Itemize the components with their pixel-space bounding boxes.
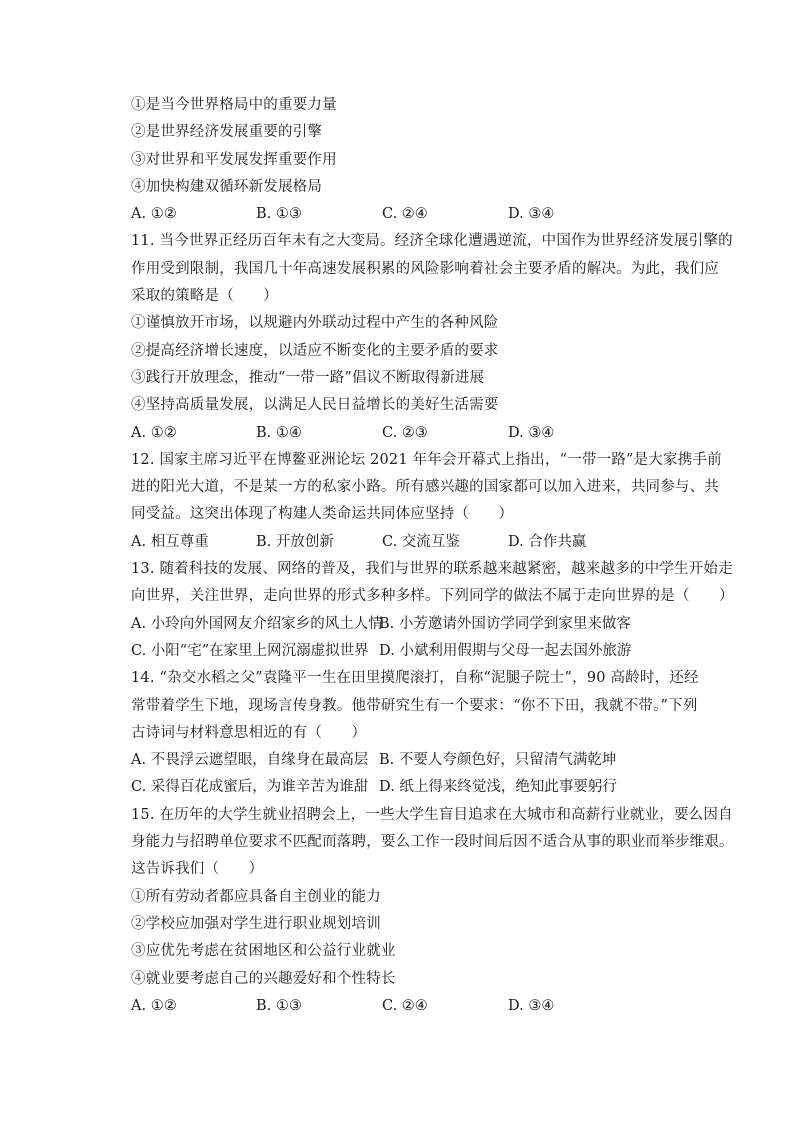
q14-stem-line-2: 常带着学生下地，现场言传身教。他带研究生有一个要求：“你不下田，我就不带。”下列 [131,697,698,714]
question-13 [131,556,734,665]
q15-option-d[interactable]: D. ③④ [508,997,555,1014]
page-content [131,92,734,1020]
q10-option-c[interactable]: C. ②④ [382,206,428,223]
q12-option-b[interactable]: B. 开放创新 [256,533,334,550]
q15-item-4: ④就业要考虑自己的兴趣爱好和个性特长 [131,970,396,987]
q15-item-2: ②学校应加强对学生进行职业规划培训 [131,915,381,932]
q10-item-1: ①是当今世界格局中的重要力量 [131,97,337,113]
q11-stem-line-3: 采取的策略是（ ） [131,288,278,305]
q14-option-d[interactable]: D. 纸上得来终觉浅，绝知此事要躬行 [379,779,617,796]
q13-option-a[interactable]: A. 小玲向外国网友介绍家乡的风土人情 [131,615,383,632]
q13-options-row-1 [131,611,701,638]
q15-item-1: ①所有劳动者都应具备自主创业的能力 [131,888,381,905]
q14-stem-line-1: 14. “杂交水稻之父”袁隆平一生在田里摸爬滚打，自称“泥腿子院士”，90 高龄时，还经 [131,670,699,687]
question-14 [131,665,701,801]
q11-stem-line-2: 作用受到限制，我国几十年高速发展积累的风险影响着社会主要矛盾的解决。为此，我们应 [131,260,719,277]
q14-options-row-1 [131,747,701,774]
question-11 [131,228,733,446]
q11-option-d[interactable]: D. ③④ [508,424,555,441]
q12-options [131,529,701,556]
question-10-tail [131,92,701,228]
q10-option-a[interactable]: A. ①② [131,206,177,223]
q15-stem-line-3: 这告诉我们（ ） [131,861,264,878]
q13-option-c[interactable]: C. 小阳“宅”在家里上网沉溺虚拟世界 [131,642,369,659]
question-12 [131,447,722,556]
q13-stem-line-1: 13. 随着科技的发展、网络的普及，我们与世界的联系越来越紧密，越来越多的中学生开始走 [131,561,733,578]
q14-options-row-2 [131,774,701,801]
q12-stem-line-1: 12. 国家主席习近平在博鳌亚洲论坛 2021 年年会开幕式上指出，“一带一路”是大家携手前 [131,451,722,468]
q11-item-2: ②提高经济增长速度，以适应不断变化的主要矛盾的要求 [131,342,499,359]
q10-options [131,201,701,228]
q13-options-row-2 [131,638,701,665]
q12-stem-line-3: 同受益。这突出体现了构建人类命运共同体应坚持（ ） [131,506,514,523]
q10-option-d[interactable]: D. ③④ [508,206,555,223]
q13-stem-line-2: 向世界，关注世界，走向世界的形式多种多样。下列同学的做法不属于走向世界的是（ ） [131,588,734,605]
q14-option-c[interactable]: C. 采得百花成蜜后，为谁辛苦为谁甜 [131,779,369,796]
q12-stem-line-2: 进的阳光大道，不是某一方的私家小路。所有感兴趣的国家都可以加入进来，共同参与、共 [131,479,719,496]
q14-stem-line-3: 古诗词与材料意思相近的有（ ） [131,724,367,741]
q10-option-b[interactable]: B. ①③ [256,206,302,223]
q10-item-3: ③对世界和平发展发挥重要作用 [131,151,337,168]
q12-option-c[interactable]: C. 交流互鉴 [382,533,460,550]
q15-option-a[interactable]: A. ①② [131,997,177,1014]
q15-stem-line-2: 身能力与招聘单位要求不匹配而落聘，要么工作一段时间后因不适合从事的职业而举步维艰。 [131,834,734,851]
q10-item-2: ②是世界经济发展重要的引擎 [131,124,323,141]
q11-options [131,420,701,447]
q12-option-a[interactable]: A. 相互尊重 [131,533,209,550]
q11-option-c[interactable]: C. ②③ [382,424,428,441]
q11-option-b[interactable]: B. ①④ [256,424,302,441]
q15-stem-line-1: 15. 在历年的大学生就业招聘会上，一些大学生盲目追求在大城市和高薪行业就业，要么因自 [131,806,733,823]
q14-option-a[interactable]: A. 不畏浮云遮望眼，自缘身在最高层 [131,752,369,769]
question-15 [131,802,734,1020]
q14-option-b[interactable]: B. 不要人夸颜色好，只留清气满乾坤 [379,752,617,769]
q11-item-1: ①谨慎放开市场，以规避内外联动过程中产生的各种风险 [131,315,499,332]
q12-option-d[interactable]: D. 合作共赢 [508,533,587,550]
q15-option-b[interactable]: B. ①③ [256,997,302,1014]
q10-item-4: ④加快构建双循环新发展格局 [131,178,323,195]
q11-stem-line-1: 11. 当今世界正经历百年未有之大变局。经济全球化遭遇逆流，中国作为世界经济发展引擎的 [131,233,733,250]
q13-option-d[interactable]: D. 小斌利用假期与父母一起去国外旅游 [379,642,632,659]
q11-item-3: ③践行开放理念，推动“一带一路”倡议不断取得新进展 [131,369,485,386]
q13-option-b[interactable]: B. 小芳邀请外国访学同学到家里来做客 [379,615,631,632]
q15-option-c[interactable]: C. ②④ [382,997,428,1014]
q15-options [131,993,701,1020]
q11-item-4: ④坚持高质量发展，以满足人民日益增长的美好生活需要 [131,397,499,414]
q11-option-a[interactable]: A. ①② [131,424,177,441]
q15-item-3: ③应优先考虑在贫困地区和公益行业就业 [131,943,396,960]
